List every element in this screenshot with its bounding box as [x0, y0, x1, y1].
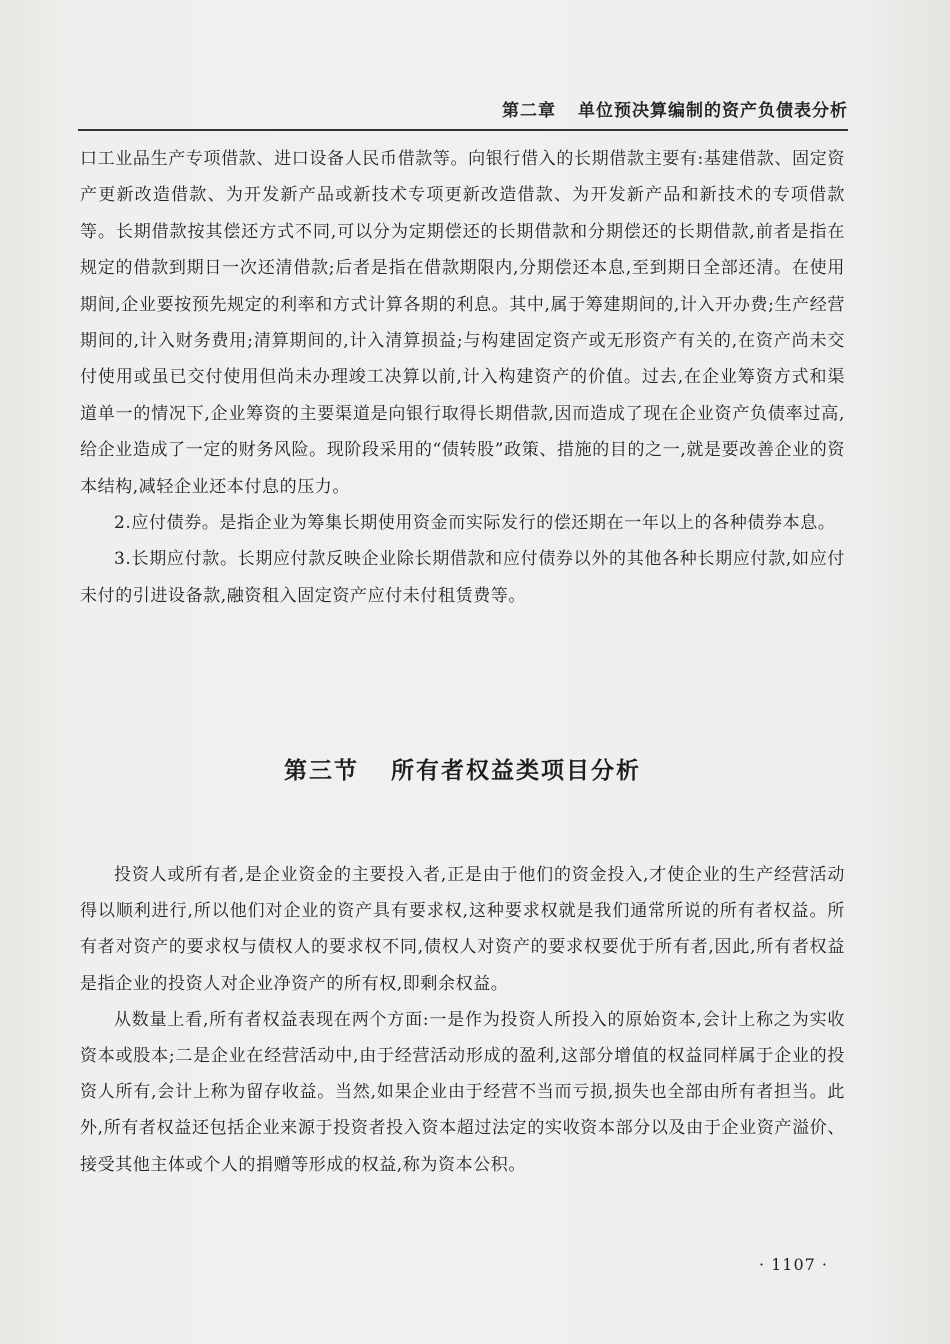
- paragraph-owners-equity-definition: 投资人或所有者,是企业资金的主要投入者,正是由于他们的资金投入,才使企业的生产经营活动得以顺利进行,所以他们对企业的资产具有要求权,这种要求权就是我们通常所说的所有者权益。所有者对资产的要求权与债权人的要求权不同,债权人对资产的要求权要优于所有者,因此,所有者权益是指企业的投资人对企业净资产的所有权,即剩余权益。: [80, 865, 845, 994]
- body-text-top: [80, 141, 845, 614]
- section-title: 所有者权益类项目分析: [391, 758, 641, 784]
- paragraph-owners-equity-composition: 从数量上看,所有者权益表现在两个方面:一是作为投资人所投入的原始资本,会计上称之为实收资本或股本;二是企业在经营活动中,由于经营活动形成的盈利,这部分增值的权益同样属于企业的投资人所有,会计上称为留存收益。当然,如果企业由于经营不当而亏损,损失也全部由所有者担当。此外,所有者权益还包括企业来源于投资者投入资本超过法定的实收资本部分以及由于企业资产溢价、接受其他主体或个人的捐赠等形成的权益,称为资本公积。: [80, 1009, 845, 1175]
- chapter-title: 单位预决算编制的资产负债表分析: [578, 101, 848, 121]
- paragraph-long-term-loans: 口工业品生产专项借款、进口设备人民币借款等。向银行借入的长期借款主要有:基建借款、固定资产更新改造借款、为开发新产品或新技术专项更新改造借款、为开发新产品和新技术的专项借款等。长期借款按其偿还方式不同,可以分为定期偿还的长期借款和分期偿还的长期借款,前者是指在规定的借款到期日一次还清借款;后者是指在借款期限内,分期偿还本息,至到期日全部还清。在使用期间,企业要按预先规定的利率和方式计算各期的利息。其中,属于筹建期间的,计入开办费;生产经营期间的,计入财务费用;清算期间的,计入清算损益;与构建固定资产或无形资产有关的,在资产尚未交付使用或虽已交付使用但尚未办理竣工决算以前,计入构建资产的价值。过去,在企业筹资方式和渠道单一的情况下,企业筹资的主要渠道是向银行取得长期借款,因而造成了现在企业资产负债率过高,给企业造成了一定的财务风险。现阶段采用的“债转股”政策、措施的目的之一,就是要改善企业的资本结构,减轻企业还本付息的压力。: [80, 149, 845, 497]
- paragraph-bonds-payable: 2.应付债券。是指企业为筹集长期使用资金而实际发行的偿还期在一年以上的各种债券本息。: [114, 513, 836, 534]
- body-text-bottom: [80, 857, 845, 1183]
- running-header: [78, 96, 848, 131]
- page-number: · 1107 ·: [758, 1255, 828, 1274]
- paragraph-long-term-payables: 3.长期应付款。长期应付款反映企业除长期借款和应付债券以外的其他各种长期应付款,如应付未付的引进设备款,融资租入固定资产应付未付租赁费等。: [80, 549, 845, 606]
- section-number: 第三节: [284, 758, 359, 784]
- section-heading: [80, 752, 845, 785]
- chapter-number: 第二章: [502, 101, 556, 121]
